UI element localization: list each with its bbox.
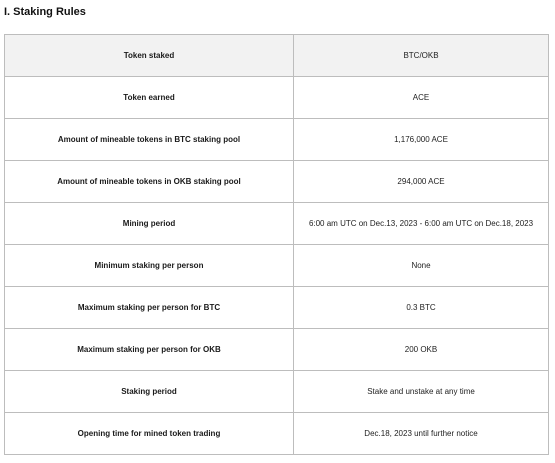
row-value: 0.3 BTC	[294, 287, 549, 329]
table-row-okb-pool-amount	[5, 161, 549, 203]
table-row-btc-pool-amount	[5, 119, 549, 161]
table-row-token-staked	[5, 35, 549, 77]
row-value: Dec.18, 2023 until further notice	[294, 413, 549, 455]
row-label: Maximum staking per person for OKB	[5, 329, 294, 371]
row-label: Staking period	[5, 371, 294, 413]
table-row-max-staking-okb	[5, 329, 549, 371]
table-row-trading-open-time	[5, 413, 549, 455]
table-row-mining-period	[5, 203, 549, 245]
table-row-token-earned	[5, 77, 549, 119]
table-row-minimum-staking	[5, 245, 549, 287]
row-value: BTC/OKB	[294, 35, 549, 77]
table-row-staking-period	[5, 371, 549, 413]
row-value: ACE	[294, 77, 549, 119]
row-label: Amount of mineable tokens in BTC staking pool	[5, 119, 294, 161]
row-value: 1,176,000 ACE	[294, 119, 549, 161]
row-label: Minimum staking per person	[5, 245, 294, 287]
row-value: None	[294, 245, 549, 287]
row-label: Token staked	[5, 35, 294, 77]
row-value: 6:00 am UTC on Dec.13, 2023 - 6:00 am UTC on Dec.18, 2023	[294, 203, 549, 245]
row-value: Stake and unstake at any time	[294, 371, 549, 413]
table-row-max-staking-btc	[5, 287, 549, 329]
staking-rules-table	[4, 34, 549, 455]
section-title: I. Staking Rules	[4, 6, 86, 18]
row-label: Opening time for mined token trading	[5, 413, 294, 455]
row-label: Mining period	[5, 203, 294, 245]
row-value: 200 OKB	[294, 329, 549, 371]
row-label: Amount of mineable tokens in OKB staking pool	[5, 161, 294, 203]
row-label: Maximum staking per person for BTC	[5, 287, 294, 329]
row-label: Token earned	[5, 77, 294, 119]
row-value: 294,000 ACE	[294, 161, 549, 203]
